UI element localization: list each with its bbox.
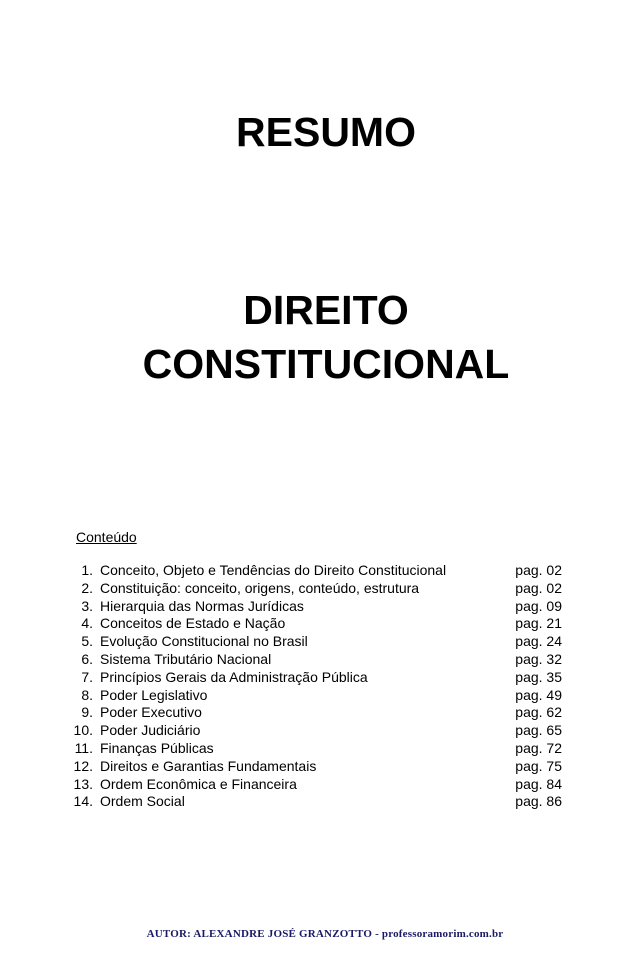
toc-item xyxy=(62,615,562,633)
toc-item xyxy=(62,722,562,740)
page-footer: AUTOR: ALEXANDRE JOSÉ GRANZOTTO - professoramorim.com.br xyxy=(146,928,504,940)
toc-item-title: Constituição: conceito, origens, conteúdo, estrutura xyxy=(100,579,420,596)
toc-item-number: 7. xyxy=(81,668,93,685)
toc-item-page: pag. 09 xyxy=(515,597,562,614)
toc-item-title: Ordem Social xyxy=(100,793,185,810)
toc-item xyxy=(62,740,562,758)
toc-item xyxy=(62,704,562,722)
toc-item-page: pag. 24 xyxy=(515,633,562,650)
toc-item-page: pag. 02 xyxy=(515,562,562,578)
toc-item-title: Sistema Tributário Nacional xyxy=(100,650,272,667)
toc-item-number: 8. xyxy=(81,686,93,703)
toc-item-number: 6. xyxy=(81,650,93,667)
toc-item-number: 5. xyxy=(81,633,93,650)
toc-item-number: 1. xyxy=(81,562,93,578)
toc-item-number: 3. xyxy=(81,597,93,614)
toc-item-title: Finanças Públicas xyxy=(100,739,214,756)
toc-item xyxy=(62,687,562,705)
toc-item-title: Conceito, Objeto e Tendências do Direito Constitucional xyxy=(100,562,447,578)
toc-item-page: pag. 72 xyxy=(515,739,562,756)
toc-item-number: 2. xyxy=(81,579,93,596)
toc-item-page: pag. 21 xyxy=(515,615,562,632)
toc-item-title: Poder Judiciário xyxy=(100,722,201,739)
toc-item-number: 12. xyxy=(73,757,93,774)
toc-item-page: pag. 62 xyxy=(515,704,562,721)
toc-item-page: pag. 84 xyxy=(515,775,562,792)
subject-line-2: CONSTITUCIONAL xyxy=(142,341,510,387)
toc-item-number: 10. xyxy=(73,722,93,739)
toc-item-title: Poder Legislativo xyxy=(100,686,208,703)
toc-item-number: 13. xyxy=(73,775,93,792)
toc-heading: Conteúdo xyxy=(76,529,137,545)
toc-item-title: Conceitos de Estado e Nação xyxy=(100,615,286,632)
toc-item-title: Evolução Constitucional no Brasil xyxy=(100,633,308,650)
toc-item-title: Ordem Econômica e Financeira xyxy=(100,775,297,792)
toc-item xyxy=(62,651,562,669)
toc-item xyxy=(62,793,562,811)
toc-item xyxy=(62,598,562,616)
toc-item xyxy=(62,669,562,687)
document-title: RESUMO xyxy=(236,109,416,155)
subject-line-1: DIREITO xyxy=(243,287,409,333)
toc-item-page: pag. 49 xyxy=(515,686,562,703)
toc-item-page: pag. 86 xyxy=(515,793,562,810)
toc-item-page: pag. 75 xyxy=(515,757,562,774)
toc-item-page: pag. 65 xyxy=(515,722,562,739)
document-subject xyxy=(0,283,638,391)
toc-item-title: Hierarquia das Normas Jurídicas xyxy=(100,597,304,614)
toc-list xyxy=(62,562,562,811)
toc-item-number: 4. xyxy=(81,615,93,632)
toc-item-page: pag. 35 xyxy=(515,668,562,685)
toc-item-number: 11. xyxy=(74,739,93,756)
toc-item xyxy=(62,580,562,598)
toc-item-title: Poder Executivo xyxy=(100,704,202,721)
table-of-contents xyxy=(62,528,562,811)
toc-item-number: 14. xyxy=(73,793,93,810)
toc-item-page: pag. 02 xyxy=(515,579,562,596)
toc-item-title: Princípios Gerais da Administração Pública xyxy=(100,668,368,685)
toc-item xyxy=(62,562,562,580)
toc-item-page: pag. 32 xyxy=(515,650,562,667)
toc-item xyxy=(62,776,562,794)
toc-item xyxy=(62,758,562,776)
toc-item-number: 9. xyxy=(81,704,93,721)
toc-item-title: Direitos e Garantias Fundamentais xyxy=(100,757,317,774)
toc-item xyxy=(62,633,562,651)
